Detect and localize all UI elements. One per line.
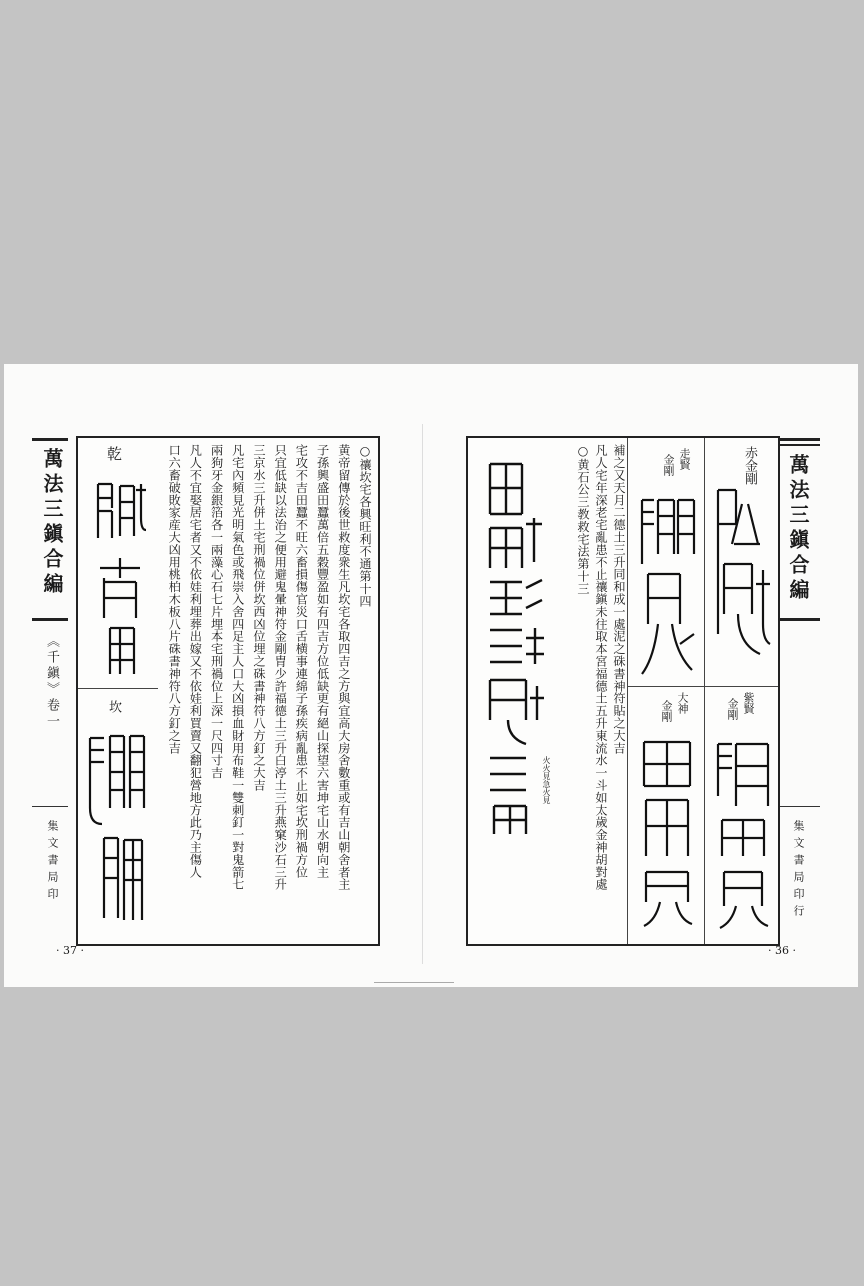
qian-talisman bbox=[90, 478, 148, 678]
jingang-label: 金剛 bbox=[660, 700, 673, 722]
publisher-left: 集文書局印 bbox=[46, 820, 59, 905]
book-spread bbox=[4, 364, 858, 987]
text-column: 只宜低缺以法治之便用避鬼暈神符金剛胄少許福德土三升白渟土三升燕窠沙石三升 bbox=[273, 444, 288, 891]
chi-jingang-talisman bbox=[712, 484, 774, 680]
text-column: 口六畜破敗家産大凶用桃柏木板八片硃書神符八方釘之吉 bbox=[167, 444, 182, 754]
text-column: 宅攻不吉田蠶不旺六畜損傷官災口舌横事連綿子孫疾病亂患不止如宅坎刑禍方位 bbox=[294, 444, 309, 878]
page-number-36: · 36 · bbox=[768, 944, 796, 957]
kan-label: 坎 bbox=[106, 700, 121, 713]
volume-label: 《千鎭》卷一 bbox=[44, 634, 59, 730]
margin-rule bbox=[32, 618, 68, 621]
dashen-talisman bbox=[636, 736, 698, 932]
bottom-mark bbox=[374, 982, 454, 983]
text-column: 黄帝留傳於後世救度衆生凡坎宅各取四吉之方與宜高大房舍數重或有吉山朝舍者主 bbox=[336, 444, 351, 891]
page-number-37: · 37 · bbox=[56, 944, 84, 957]
book-title-right: 萬法三鎭合編 bbox=[786, 454, 810, 604]
text-column: 凡人宅年深老宅亂患不止禳鎭未往取本宮福德土五升東流水一斗如太歲金神胡對處 bbox=[594, 444, 608, 891]
text-column: 兩狗牙金銀箔各一兩藻心石七片埋本宅刑禍位上深一尺四寸吉 bbox=[209, 444, 224, 779]
margin-rule bbox=[32, 438, 68, 441]
left-page-frame bbox=[154, 436, 380, 946]
left-talisman-panel bbox=[76, 436, 158, 946]
zouxian-talisman bbox=[636, 494, 698, 680]
zouxian-label: 走賢 bbox=[678, 448, 691, 470]
book-title-left: 萬法三鎭合編 bbox=[40, 448, 64, 598]
jingang-label: 金剛 bbox=[726, 698, 739, 720]
kan-talisman bbox=[84, 728, 150, 928]
margin-rule bbox=[780, 444, 820, 446]
text-column: 三京水三升併土宅刑禍位併坎西凶位埋之硃書神符八方釘之大吉 bbox=[251, 444, 266, 792]
text-column: 子孫興盛田蠶萬倍五穀豐盈如有四吉方位低缺更有絕山探望六害坤宅山水朝向主 bbox=[315, 444, 330, 878]
left-body-text bbox=[160, 444, 374, 938]
dashen-label: 大神 bbox=[676, 692, 689, 714]
zixian-talisman bbox=[712, 736, 774, 932]
text-column: 凡人不宜娶居宅者又不依娃利埋葬出嫁又不依娃利買賣又翻犯營地方此乃主傷人 bbox=[188, 444, 203, 878]
margin-rule bbox=[780, 438, 820, 441]
text-column: 補之又天月二德土三升同和成一處泥之硃書神符貼之大吉 bbox=[612, 444, 626, 754]
text-column: ○禳坎宅各興旺利不通第十四 bbox=[358, 444, 372, 607]
gutter bbox=[422, 424, 423, 964]
publisher-right: 集文書局印行 bbox=[792, 820, 805, 922]
qian-label: 乾 bbox=[105, 446, 123, 461]
jingang-label: 金剛 bbox=[662, 454, 675, 476]
small-note: 火火見急火見 bbox=[542, 756, 551, 804]
text-column: 凡宅內頻見光明氣色或飛崇入舍四足主人口大凶損血財用布鞋一雙刺釘一對鬼箭七 bbox=[230, 444, 245, 891]
chi-jingang-label: 赤金剛 bbox=[742, 446, 757, 485]
margin-rule bbox=[780, 618, 820, 621]
text-column: ○黄石公三教救宅法第十三 bbox=[576, 444, 590, 595]
zixian-label: 紫賢 bbox=[742, 692, 755, 714]
right-page-frame bbox=[466, 436, 780, 946]
